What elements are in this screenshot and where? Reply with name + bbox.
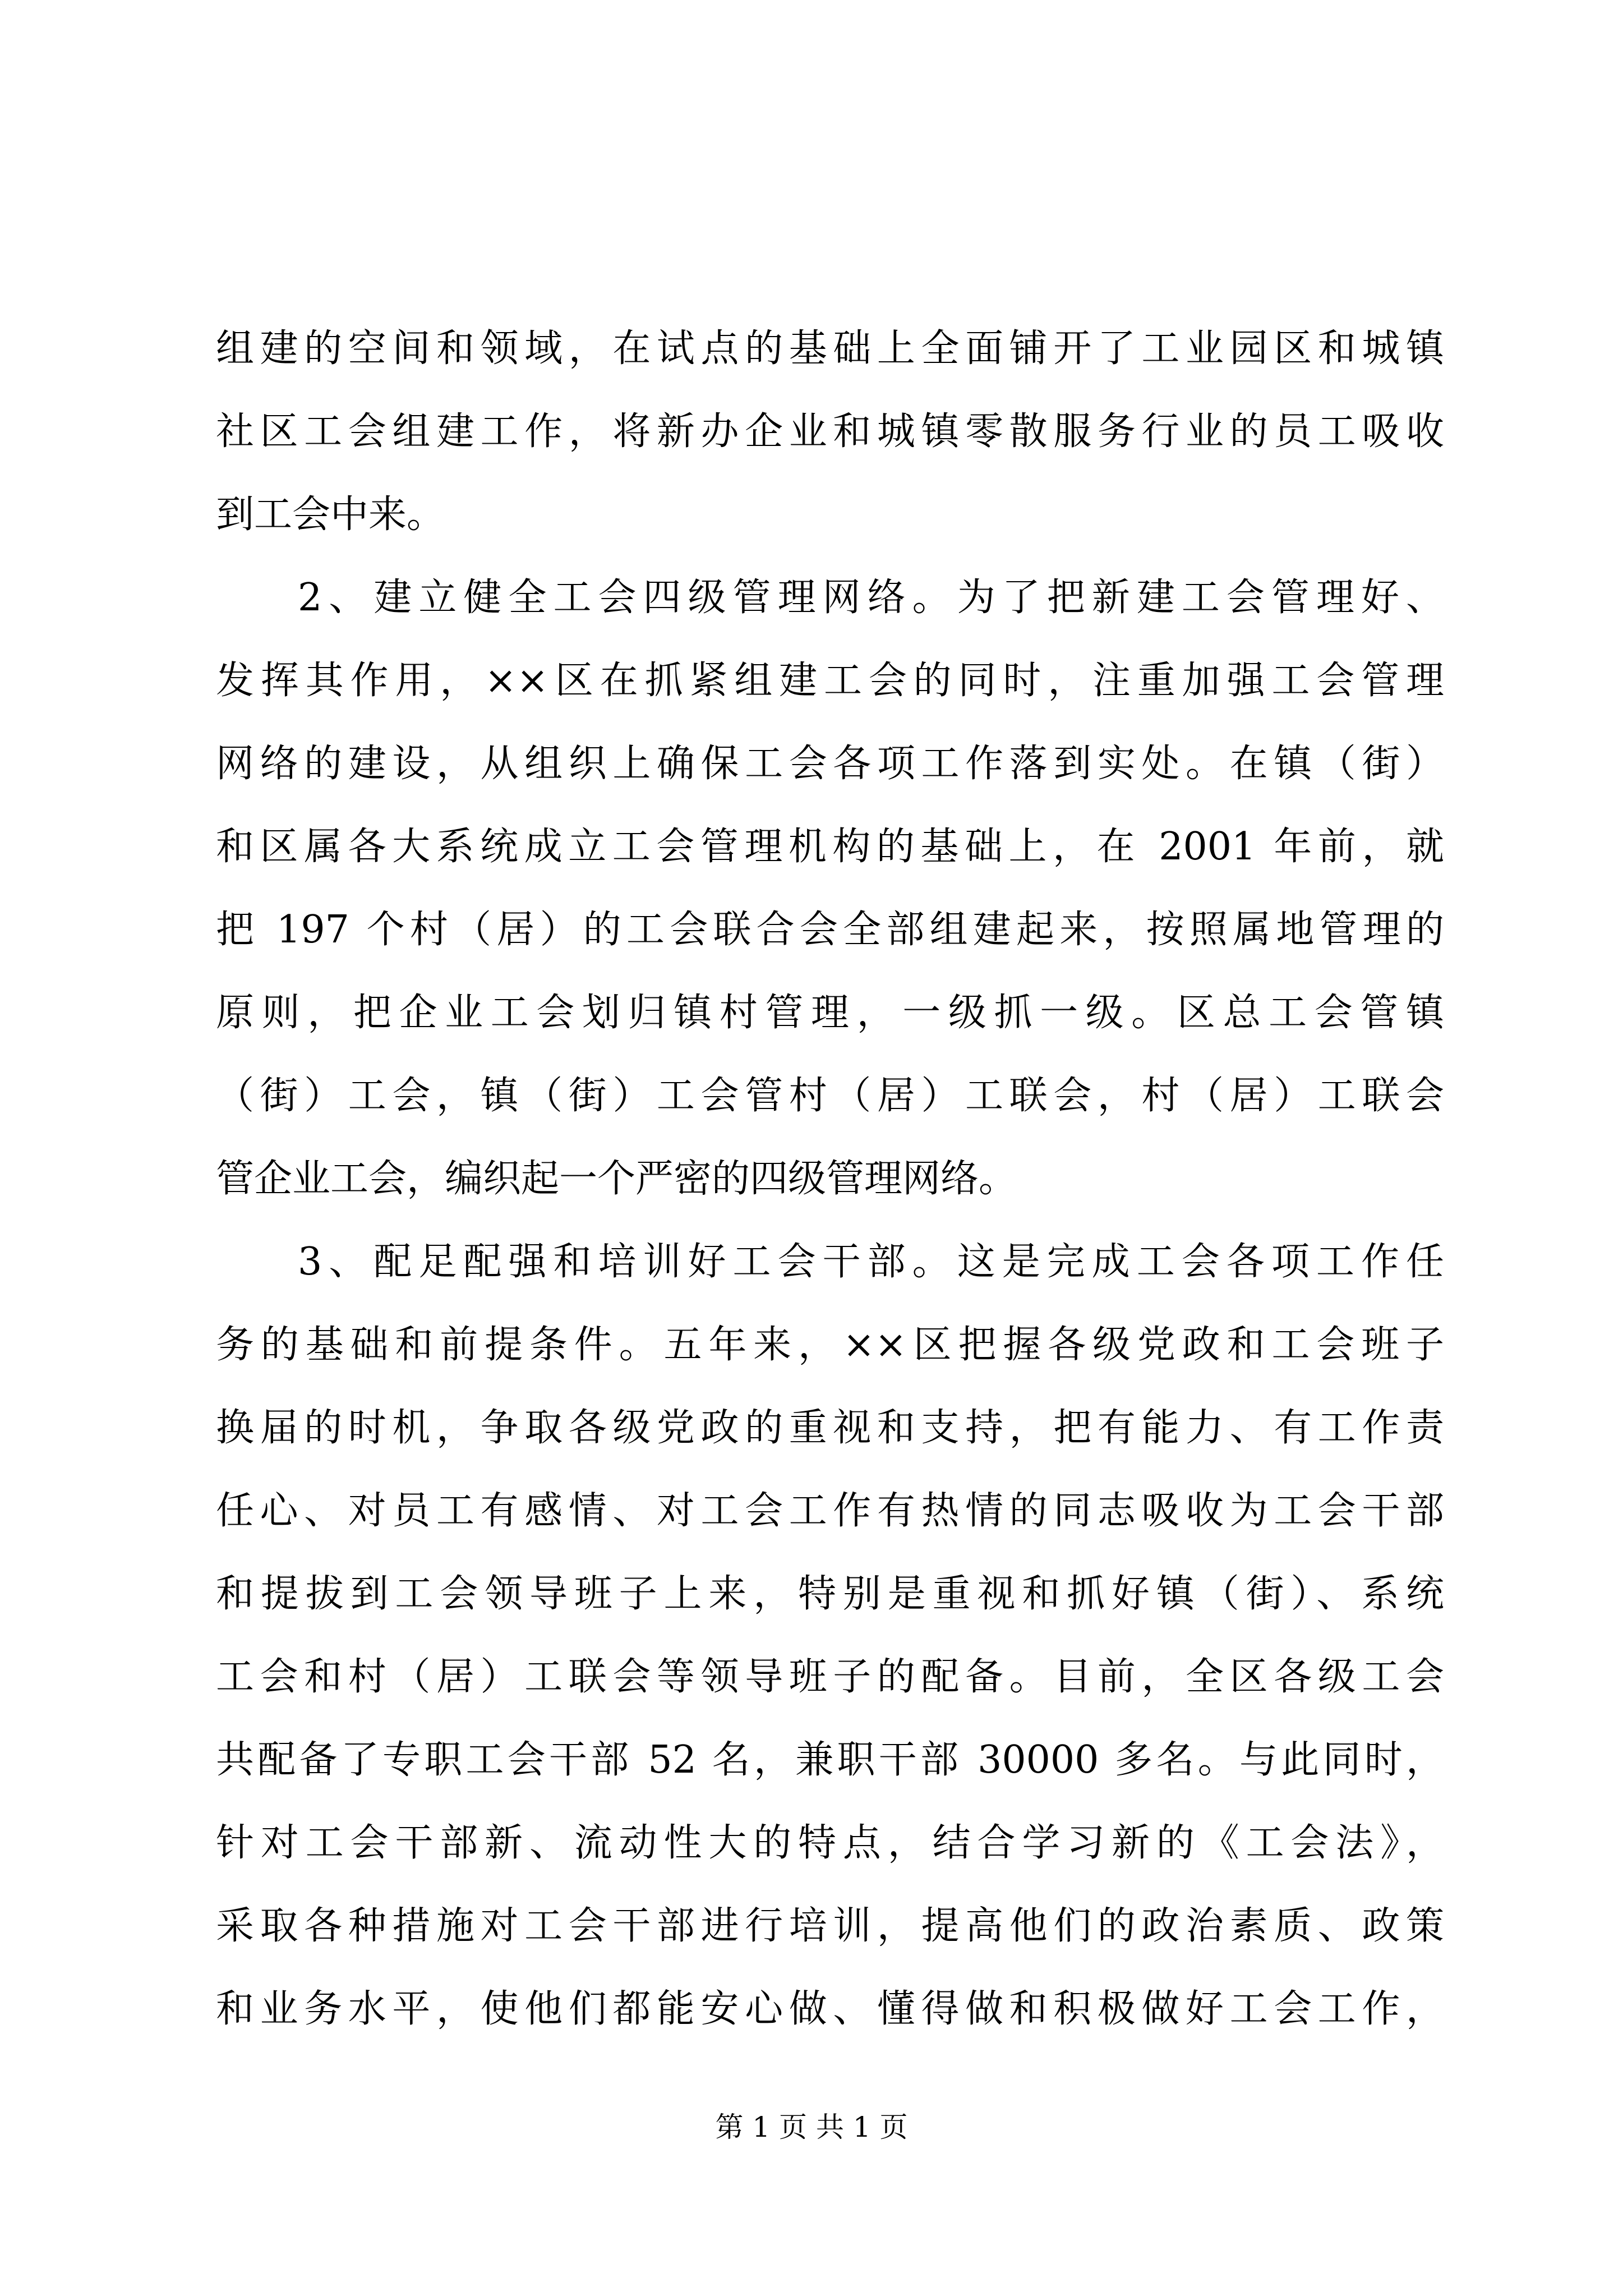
text-line-6: 网络的建设，从组织上确保工会各项工作落到实处。在镇（街） [216, 742, 1444, 786]
text-line-9: 原则，把企业工会划归镇村管理，一级抓一级。区总工会管镇 [216, 991, 1444, 1035]
page-footer: 第 1 页 共 1 页 [715, 2111, 908, 2143]
document-body [216, 307, 1444, 2051]
text-line-3: 到工会中来。 [216, 493, 445, 537]
text-line-17: 工会和村（居）工联会等领导班子的配备。目前，全区各级工会 [216, 1655, 1444, 1699]
text-line-14: 换届的时机，争取各级党政的重视和支持，把有能力、有工作责 [216, 1406, 1444, 1450]
text-line-15: 任心、对员工有感情、对工会工作有热情的同志吸收为工会干部 [216, 1489, 1444, 1533]
text-line-5: 发挥其作用，××区在抓紧组建工会的同时，注重加强工会管理 [216, 659, 1444, 703]
text-line-2: 社区工会组建工作，将新办企业和城镇零散服务行业的员工吸收 [216, 409, 1444, 454]
text-line-21: 和业务水平，使他们都能安心做、懂得做和积极做好工会工作， [216, 1987, 1444, 2031]
text-line-19: 针对工会干部新、流动性大的特点，结合学习新的《工会法》， [216, 1821, 1444, 1865]
text-line-16: 和提拔到工会领导班子上来，特别是重视和抓好镇（街）、系统 [216, 1572, 1444, 1616]
text-line-18: 共配备了专职工会干部 52 名，兼职干部 30000 多名。与此同时， [216, 1738, 1444, 1782]
text-line-1: 组建的空间和领域，在试点的基础上全面铺开了工业园区和城镇 [216, 326, 1444, 371]
text-line-4: 2、建立健全工会四级管理网络。为了把新建工会管理好、 [298, 576, 1444, 620]
text-line-10: （街）工会，镇（街）工会管村（居）工联会，村（居）工联会 [216, 1074, 1444, 1118]
text-line-8: 把 197 个村（居）的工会联合会全部组建起来，按照属地管理的 [216, 908, 1444, 952]
text-line-7: 和区属各大系统成立工会管理机构的基础上，在 2001 年前，就 [216, 825, 1444, 869]
text-line-13: 务的基础和前提条件。五年来，××区把握各级党政和工会班子 [216, 1323, 1444, 1367]
text-line-12: 3、配足配强和培训好工会干部。这是完成工会各项工作任 [298, 1240, 1444, 1284]
text-line-11: 管企业工会，编织起一个严密的四级管理网络。 [216, 1157, 1017, 1201]
text-line-20: 采取各种措施对工会干部进行培训，提高他们的政治素质、政策 [216, 1904, 1444, 1948]
